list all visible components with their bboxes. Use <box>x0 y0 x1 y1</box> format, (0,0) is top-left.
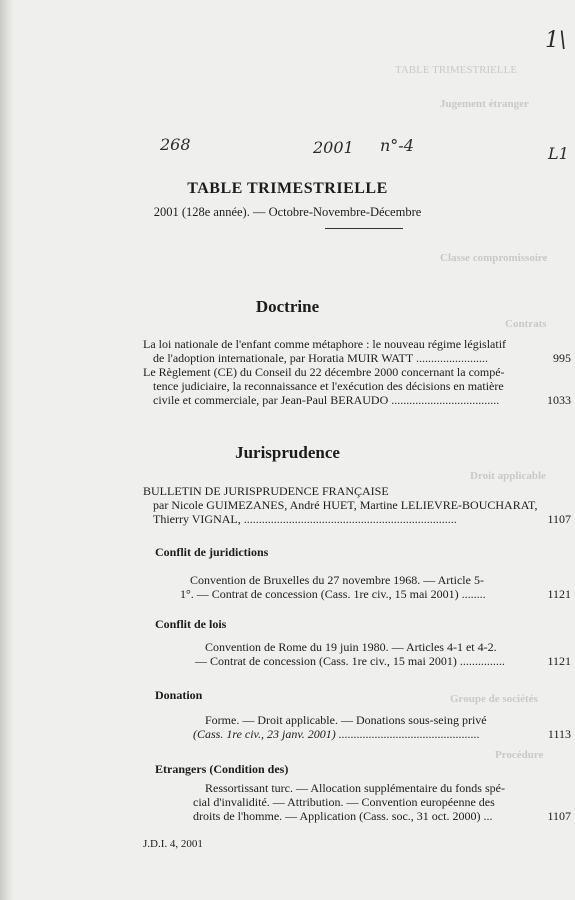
toc-entry-line: La loi nationale de l'enfant comme métaphore : le nouveau régime législatif <box>143 337 507 351</box>
bleed-heading: Droit applicable <box>470 470 546 482</box>
bleed-heading: Procédure <box>495 749 544 761</box>
bulletin-line: BULLETIN DE JURISPRUDENCE FRANÇAISE <box>143 484 389 498</box>
toc-page-number: 1121 <box>547 654 571 668</box>
title-divider <box>325 228 403 229</box>
topic-heading: Donation <box>155 688 203 702</box>
topic-entry <box>195 640 505 668</box>
toc-page-number: 1113 <box>547 727 571 741</box>
toc-page-number: 1107 <box>547 809 571 823</box>
toc-entry-line: tence judiciaire, la reconnaissance et l'exécution des décisions en matière <box>153 379 504 393</box>
journal-footer: J.D.I. 4, 2001 <box>143 838 203 850</box>
topic-line: — Contrat de concession (Cass. 1re civ., 15 mai 2001) ............... <box>195 654 505 668</box>
bulletin-entry <box>143 484 537 526</box>
bleed-heading: Jugement étranger <box>440 98 529 110</box>
topic-line: cial d'invalidité. — Attribution. — Convention européenne des <box>193 795 495 809</box>
handwritten-mark: L1 <box>548 144 569 163</box>
toc-page-number: 1107 <box>547 512 571 526</box>
topic-line: Convention de Rome du 19 juin 1980. — Articles 4-1 et 4-2. <box>205 640 497 654</box>
toc-entry-line: civile et commerciale, par Jean-Paul BERAUDO .................................... <box>153 393 500 407</box>
toc-entry <box>143 337 506 365</box>
bleed-heading: Classe compromissoire <box>440 252 548 264</box>
toc-page-number: 1121 <box>547 587 571 601</box>
topic-line: Convention de Bruxelles du 27 novembre 1968. — Article 5- <box>190 573 484 587</box>
bleed-heading: Contrats <box>505 318 547 330</box>
topic-line: droits de l'homme. — Application (Cass. soc., 31 oct. 2000) ... <box>193 809 493 823</box>
toc-entry-line: de l'adoption internationale, par Horatia MUIR WATT ........................ <box>153 351 488 365</box>
bulletin-line: Thierry VIGNAL, ....................................................................... <box>153 512 457 526</box>
handwritten-number: 268 <box>160 135 191 154</box>
topic-line: (Cass. 1re civ., 23 janv. 2001) ............................................... <box>193 727 480 741</box>
topic-entry <box>193 713 487 741</box>
handwritten-mark: 1\ <box>545 28 567 53</box>
topic-entry <box>193 781 505 823</box>
toc-page-number: 995 <box>553 351 571 365</box>
page-subtitle: 2001 (128e année). — Octobre-Novembre-Décembre <box>153 205 422 219</box>
topic-heading: Conflit de lois <box>155 617 227 631</box>
toc-page-number: 1033 <box>547 393 571 407</box>
section-heading-doctrine: Doctrine <box>255 297 320 316</box>
handwritten-year: 2001 <box>313 138 354 157</box>
section-heading-jurisprudence: Jurisprudence <box>235 443 340 462</box>
topic-heading: Conflit de juridictions <box>155 545 269 559</box>
bleed-heading: Groupe de sociétés <box>450 693 538 705</box>
toc-entry-line: Le Règlement (CE) du Conseil du 22 décembre 2000 concernant la compé- <box>143 365 505 379</box>
topic-line: Ressortissant turc. — Allocation supplémentaire du fonds spé- <box>205 781 505 795</box>
toc-entry <box>143 365 505 407</box>
topic-line: 1°. — Contrat de concession (Cass. 1re civ., 15 mai 2001) ........ <box>180 587 486 601</box>
topic-line: Forme. — Droit applicable. — Donations sous-seing privé <box>205 713 487 727</box>
bleed-running-head: TABLE TRIMESTRIELLE <box>395 64 518 76</box>
topic-heading: Etrangers (Condition des) <box>155 762 289 776</box>
handwritten-issue: n°-4 <box>380 136 414 155</box>
page-title: TABLE TRIMESTRIELLE <box>187 180 388 197</box>
bulletin-line: par Nicole GUIMEZANES, André HUET, Martine LELIEVRE-BOUCHARAT, <box>153 498 538 512</box>
topic-entry <box>180 573 486 601</box>
